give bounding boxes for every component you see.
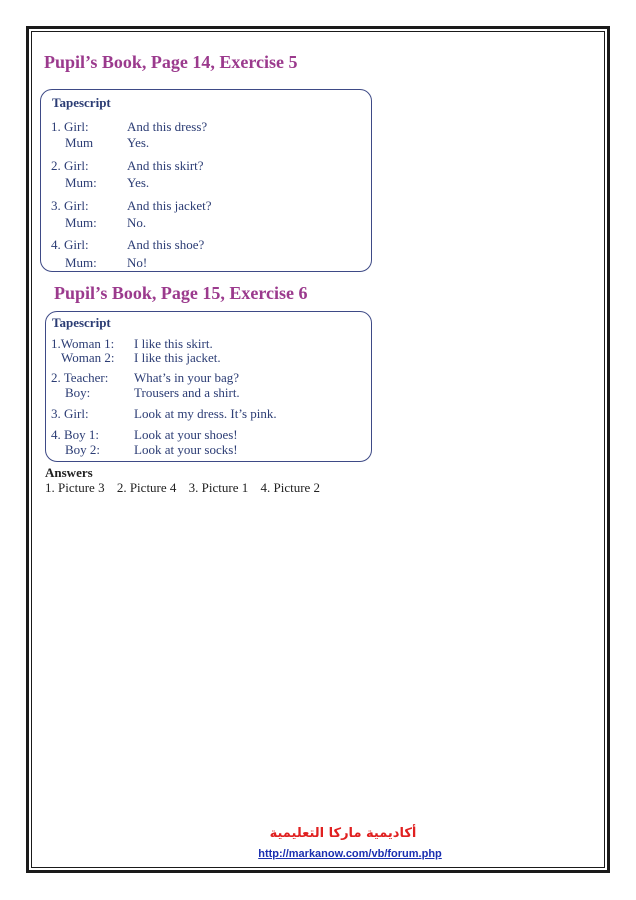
ex5-text-8: No!	[127, 255, 148, 270]
ex6-speaker-4: Boy:	[65, 385, 91, 400]
ex5-speaker-5: 3. Girl:	[51, 198, 89, 213]
ex6-text-3: What’s in your bag?	[134, 370, 240, 385]
answers-list	[45, 480, 329, 496]
ex5-speaker-1: 1. Girl:	[51, 119, 89, 134]
ex6-text-2: I like this jacket.	[134, 350, 221, 365]
ex5-text-4: Yes.	[127, 175, 150, 190]
exercise6-tapescript-label: Tapescript	[52, 315, 111, 330]
ex6-speaker-3: 2. Teacher:	[51, 370, 109, 385]
ex6-text-5: Look at my dress. It’s pink.	[134, 406, 277, 421]
ex5-text-3: And this skirt?	[127, 158, 204, 173]
ex5-speaker-7: 4. Girl:	[51, 237, 89, 252]
ex6-text-1: I like this skirt.	[134, 336, 213, 351]
footer-forum-link[interactable]: http://markanow.com/vb/forum.php	[258, 848, 442, 860]
ex5-text-7: And this shoe?	[127, 237, 205, 252]
ex5-text-6: No.	[127, 215, 147, 230]
ex5-speaker-4: Mum:	[65, 175, 97, 190]
ex6-speaker-1: 1.Woman 1:	[51, 336, 115, 351]
answer-item: 1. Picture 3	[45, 480, 105, 495]
answer-item: 4. Picture 2	[260, 480, 321, 495]
ex5-speaker-2: Mum	[65, 135, 94, 150]
ex6-speaker-2: Woman 2:	[61, 350, 115, 365]
ex6-speaker-6: 4. Boy 1:	[51, 427, 100, 442]
answers-heading: Answers	[45, 465, 93, 480]
answer-item: 3. Picture 1	[188, 480, 249, 495]
answer-item: 2. Picture 4	[116, 480, 177, 495]
ex5-speaker-6: Mum:	[65, 215, 97, 230]
ex5-text-1: And this dress?	[127, 119, 208, 134]
ex5-text-5: And this jacket?	[127, 198, 212, 213]
ex6-text-4: Trousers and a shirt.	[134, 385, 240, 400]
ex6-speaker-7: Boy 2:	[65, 442, 101, 457]
ex5-text-2: Yes.	[127, 135, 150, 150]
exercise5-tapescript-label: Tapescript	[52, 95, 111, 110]
ex5-speaker-3: 2. Girl:	[51, 158, 89, 173]
exercise6-title: Pupil’s Book, Page 15, Exercise 6	[54, 283, 308, 303]
ex6-speaker-5: 3. Girl:	[51, 406, 89, 421]
ex6-text-7: Look at your socks!	[134, 442, 238, 457]
footer-academy-name: أكاديمية ماركا التعليمية	[269, 826, 417, 841]
ex6-text-6: Look at your shoes!	[134, 427, 238, 442]
ex5-speaker-8: Mum:	[65, 255, 97, 270]
exercise5-title: Pupil’s Book, Page 14, Exercise 5	[44, 52, 298, 72]
